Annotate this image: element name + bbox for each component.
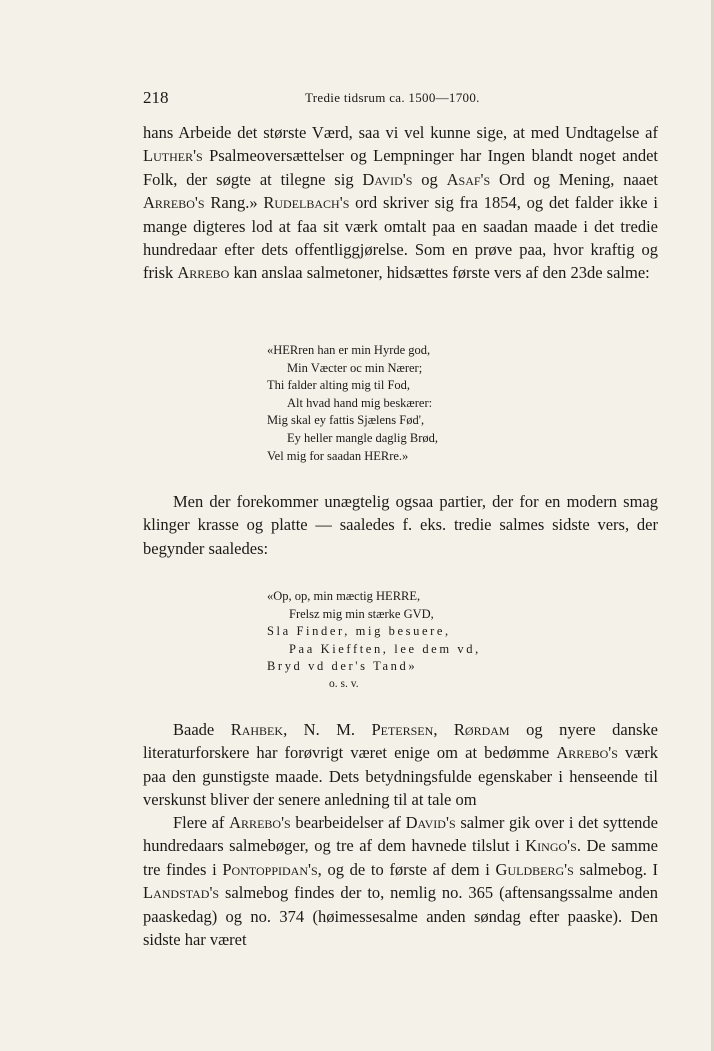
paragraph-3 xyxy=(143,718,658,812)
paragraph-2 xyxy=(143,490,658,560)
paragraph-4 xyxy=(143,811,658,951)
text: Baade xyxy=(173,720,231,739)
text: . De samme tre findes i xyxy=(143,836,658,879)
verse-line: Thi falder alting mig til Fod, xyxy=(267,378,411,393)
text: Flere af xyxy=(173,813,230,832)
verse-line: Min Væcter oc min Nærer; xyxy=(287,360,423,375)
verse-line: Mig skal ey fattis Sjælens Fød', xyxy=(267,413,425,428)
text: hans Arbeide det største Værd, saa vi vel kunne sige, at med Undtagelse af xyxy=(143,123,658,142)
verse-psalm-3 xyxy=(267,588,481,694)
verse-line: Bryd vd der's Tand» xyxy=(267,659,418,674)
verse-line: Alt hvad hand mig beskærer: xyxy=(287,395,433,410)
verse-line: Frelsz mig min stærke GVD, xyxy=(289,606,434,621)
name-smallcaps: Arrebo's xyxy=(556,743,618,763)
text: Men der forekommer unægtelig ogsaa partier, der for en modern smag klinger krasse og platte — saaledes f. eks. tredie salmes sidste vers, der begynder saaledes: xyxy=(143,492,658,558)
name-smallcaps: Kingo's xyxy=(525,836,577,856)
verse-line: Paa Kiefften, lee dem vd, xyxy=(289,641,481,656)
name-smallcaps: Arrebo's xyxy=(229,813,291,832)
name-smallcaps: Arrebo's xyxy=(143,193,205,213)
text: ord skriver sig fra 1854, og det falder ikke i mange digteres lod at faa sit værk omtalt paa en saadan maade i det tredie hundredaar efter dets offentliggjørelse. Som en prøve paa, hvor kraftig og frisk xyxy=(143,193,658,283)
text: og nyere danske literaturforskere har forøvrigt været enige om at bedømme xyxy=(143,720,659,763)
page-number: 218 xyxy=(143,88,169,107)
verse-line: «HERren han er min Hyrde god, xyxy=(267,343,431,357)
verse-line: o. s. v. xyxy=(329,677,359,690)
text: , xyxy=(283,720,304,739)
text: salmebog. I xyxy=(573,859,659,879)
text: og xyxy=(412,169,447,189)
paragraph-1 xyxy=(143,121,658,285)
running-title: Tredie tidsrum ca. 1500—1700. xyxy=(305,90,480,105)
name-smallcaps: Asaf's xyxy=(446,169,491,189)
name-smallcaps: N. M. Petersen xyxy=(303,720,434,739)
text: , xyxy=(433,720,454,739)
name-smallcaps: Luther's xyxy=(143,146,203,166)
verse-psalm-23 xyxy=(267,342,438,465)
name-smallcaps: Pontoppidan's xyxy=(222,859,318,879)
text: Rang.» xyxy=(204,193,264,213)
text: bearbeidelser af xyxy=(290,813,406,832)
name-smallcaps: Rahbek xyxy=(230,720,284,739)
text: Psalmeoversættelser og Lempninger har Ingen blandt noget andet Folk, der søgte at tilegne sig xyxy=(143,146,658,189)
name-smallcaps: David's xyxy=(362,169,413,189)
verse-line: Ey heller mangle daglig Brød, xyxy=(287,430,439,445)
text: , og de to første af dem i xyxy=(317,859,496,879)
name-smallcaps: Landstad's xyxy=(143,883,220,903)
text: værk paa den gunstigste maade. Dets betydningsfulde egenskaber i henseende til verskunst bliver der senere anledning til at tale om xyxy=(143,743,658,810)
name-smallcaps: Guldberg's xyxy=(495,859,574,879)
verse-line: Vel mig for saadan HERre.» xyxy=(267,448,409,463)
text: kan anslaa salmetoner, hidsættes første vers af den 23de salme: xyxy=(229,263,650,283)
text: Ord og Mening, naaet xyxy=(490,169,658,189)
verse-line: Sla Finder, mig besuere, xyxy=(267,624,451,639)
text: salmebog findes der to, nemlig no. 365 (aftensangssalme anden paaskedag) og no. 374 (høimessesalme anden søndag efter paaske). Den sidste har været xyxy=(143,883,658,950)
name-smallcaps: Arrebo xyxy=(177,263,230,283)
verse-line: «Op, op, min mæctig HERRE, xyxy=(267,589,421,603)
name-smallcaps: David's xyxy=(405,813,456,832)
page-header xyxy=(143,88,658,110)
name-smallcaps: Rørdam xyxy=(453,720,510,739)
name-smallcaps: Rudelbach's xyxy=(263,193,350,213)
text: salmer gik over i det syttende hundredaars salmebøger, og tre af dem havnede tilslut i xyxy=(143,813,658,856)
